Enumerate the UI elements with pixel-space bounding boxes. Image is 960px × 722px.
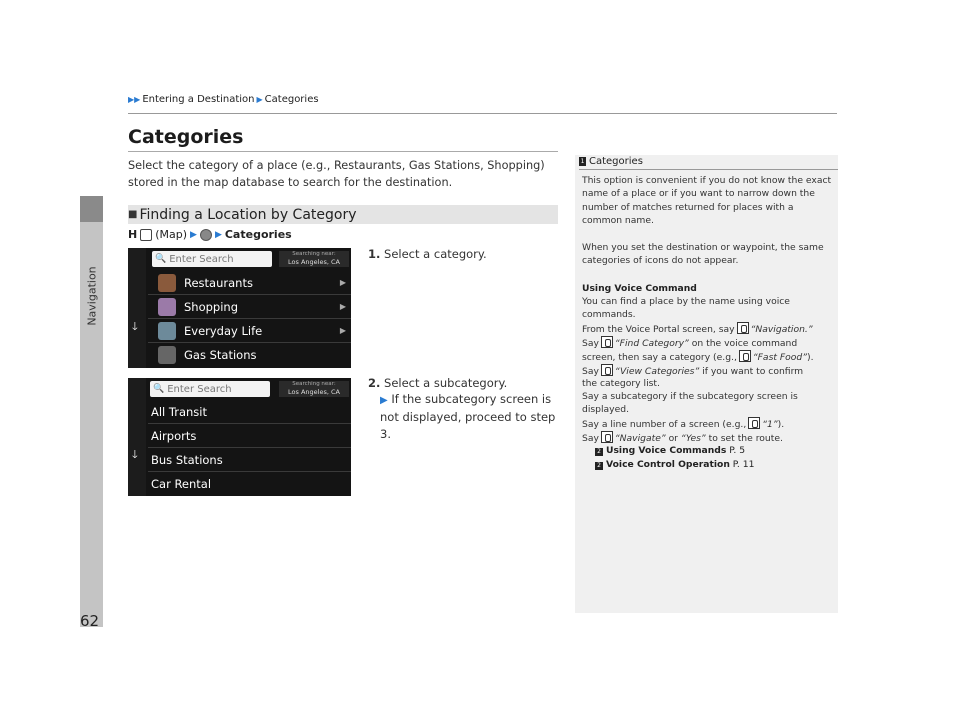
talk-button-icon xyxy=(737,322,749,334)
restaurants-icon xyxy=(158,274,176,292)
subcategory-screen xyxy=(128,378,351,496)
note-title: Categories xyxy=(589,156,643,167)
voice-phrase: “Yes” xyxy=(680,433,706,444)
voice-command-heading: Using Voice Command xyxy=(582,283,697,294)
voice-instruction xyxy=(582,336,832,350)
breadcrumb-item[interactable]: Entering a Destination xyxy=(142,94,255,105)
reference-icon: 2 xyxy=(595,462,603,470)
voice-text: screen, then say a category (e.g., xyxy=(582,352,737,363)
list-item[interactable] xyxy=(148,319,351,343)
cross-reference-link[interactable] xyxy=(595,445,745,456)
voice-phrase: “Navigate” xyxy=(614,433,666,444)
map-label: (Map) xyxy=(155,228,188,241)
cross-reference-link[interactable] xyxy=(595,459,754,470)
scroll-down-icon[interactable]: 🡓 xyxy=(132,448,138,461)
voice-phrase: “Find Category” xyxy=(614,338,689,349)
note-paragraph: You can find a place by the name using voice commands. xyxy=(582,296,790,321)
talk-button-icon xyxy=(748,417,760,429)
note-paragraph: Say a subcategory if the subcategory screen is displayed. xyxy=(582,391,798,416)
list-item[interactable] xyxy=(148,424,351,448)
talk-button-icon xyxy=(601,364,613,376)
note-badge-icon: 1 xyxy=(580,158,585,165)
talk-button-icon xyxy=(601,336,613,348)
search-input[interactable] xyxy=(152,251,272,267)
breadcrumb xyxy=(128,94,319,105)
list-item[interactable] xyxy=(148,400,351,424)
searching-near-value: Los Angeles, CA xyxy=(288,388,340,396)
voice-instruction xyxy=(582,417,832,431)
step-text: Select a category. xyxy=(384,247,487,261)
voice-phrase: “View Categories” xyxy=(614,366,700,377)
step-2-note xyxy=(380,391,560,443)
reference-icon: 2 xyxy=(595,448,603,456)
voice-text: if you want to confirm xyxy=(702,366,804,377)
scroll-down-icon[interactable]: 🡓 xyxy=(132,320,138,333)
note-heading xyxy=(579,156,643,167)
section-title: Finding a Location by Category xyxy=(139,206,357,223)
voice-instruction xyxy=(582,322,832,336)
search-placeholder: Enter Search xyxy=(167,383,232,395)
voice-text: Say xyxy=(582,366,599,377)
talk-button-icon xyxy=(739,350,751,362)
path-arrow-icon: ▶ xyxy=(190,229,197,240)
screen-gutter xyxy=(128,378,146,496)
voice-text: on the voice command xyxy=(691,338,798,349)
home-key-glyph: H xyxy=(128,228,138,241)
chevron-right-icon: ▶ xyxy=(339,326,346,335)
list-item-label: Bus Stations xyxy=(151,452,223,467)
chapter-tab xyxy=(80,196,103,222)
list-item[interactable] xyxy=(148,343,351,367)
path-arrow-icon: ▶ xyxy=(214,229,222,240)
searching-near-label: Searching near: xyxy=(292,381,336,387)
note-paragraph: the category list. xyxy=(582,378,660,389)
reference-page: P. 5 xyxy=(729,445,746,456)
list-item-label: Shopping xyxy=(184,299,239,314)
list-item[interactable] xyxy=(148,448,351,472)
list-item-label: Everyday Life xyxy=(184,323,263,338)
intro-paragraph: Select the category of a place (e.g., Restaurants, Gas Stations, Shopping) stored in the map database to search for the destination. xyxy=(128,159,545,189)
search-placeholder: Enter Search xyxy=(169,253,234,265)
voice-text: ). xyxy=(777,419,785,430)
voice-text: From the Voice Portal screen, say xyxy=(582,324,735,335)
reference-title: Voice Control Operation xyxy=(606,459,730,470)
page-title: Categories xyxy=(128,126,244,148)
chevron-right-icon: ▶ xyxy=(339,278,346,287)
category-screen xyxy=(128,248,351,368)
reference-title: Using Voice Commands xyxy=(606,445,727,456)
title-divider xyxy=(128,151,558,152)
breadcrumb-item[interactable]: Categories xyxy=(264,94,319,105)
section-marker: ■ xyxy=(128,209,138,220)
path-final: Categories xyxy=(224,228,292,241)
search-input[interactable] xyxy=(150,381,270,397)
note-divider xyxy=(579,169,838,170)
reference-page: P. 11 xyxy=(732,459,755,470)
step-number: 2. xyxy=(368,376,381,390)
voice-phrase: “1” xyxy=(762,419,778,430)
list-item[interactable] xyxy=(148,271,351,295)
breadcrumb-arrow-icon: ▶ xyxy=(256,95,263,104)
searching-near-value: Los Angeles, CA xyxy=(288,258,340,266)
shopping-icon xyxy=(158,298,176,316)
voice-text: ). xyxy=(807,352,814,363)
searching-near-label: Searching near: xyxy=(292,251,336,257)
step-number: 1. xyxy=(368,247,381,261)
list-item[interactable] xyxy=(148,295,351,319)
map-icon xyxy=(140,229,152,241)
voice-phrase: “Fast Food” xyxy=(752,352,807,363)
voice-text: to set the route. xyxy=(708,433,783,444)
magnifier-icon: 🔍 xyxy=(155,254,167,264)
voice-text: or xyxy=(668,433,678,444)
list-item-label: Car Rental xyxy=(151,477,212,491)
voice-instruction xyxy=(582,350,832,364)
list-item-label: Restaurants xyxy=(184,275,253,290)
list-item-label: Gas Stations xyxy=(184,348,257,362)
step-text: Select a subcategory. xyxy=(384,376,508,390)
voice-text: Say xyxy=(582,338,599,349)
voice-phrase: “Navigation.” xyxy=(750,324,813,335)
note-paragraph: When you set the destination or waypoint, the same categories of icons do not appear. xyxy=(582,242,824,267)
search-icon xyxy=(200,229,212,241)
gas-station-icon xyxy=(158,346,176,364)
talk-button-icon xyxy=(601,431,613,443)
page-number: 62 xyxy=(80,612,100,630)
chevron-right-icon: ▶ xyxy=(339,302,346,311)
searching-near-button[interactable] xyxy=(279,381,349,397)
step-note-text: If the subcategory screen is not displayed, proceed to step 3. xyxy=(380,392,556,441)
section-heading xyxy=(128,205,558,224)
list-item-label: All Transit xyxy=(151,404,208,419)
step-1 xyxy=(368,246,487,263)
header-divider xyxy=(128,113,837,114)
note-paragraph: This option is convenient if you do not know the exact name of a place or if you want to narrow down the number of matches returned for places with a common name. xyxy=(582,175,832,227)
list-item-label: Airports xyxy=(151,428,197,443)
voice-instruction xyxy=(582,431,832,445)
list-item[interactable] xyxy=(148,472,351,496)
breadcrumb-arrow-icon: ▶▶ xyxy=(128,95,141,104)
magnifier-icon: 🔍 xyxy=(153,384,165,394)
step-2 xyxy=(368,375,507,392)
note-arrow-icon: ▶ xyxy=(380,395,388,406)
procedure-path xyxy=(128,228,292,241)
everyday-life-icon xyxy=(158,322,176,340)
searching-near-button[interactable] xyxy=(279,251,349,267)
chapter-label: Navigation xyxy=(85,266,99,326)
screen-gutter xyxy=(128,248,146,368)
voice-text: Say a line number of a screen (e.g., xyxy=(582,419,747,430)
voice-text: Say xyxy=(582,433,599,444)
